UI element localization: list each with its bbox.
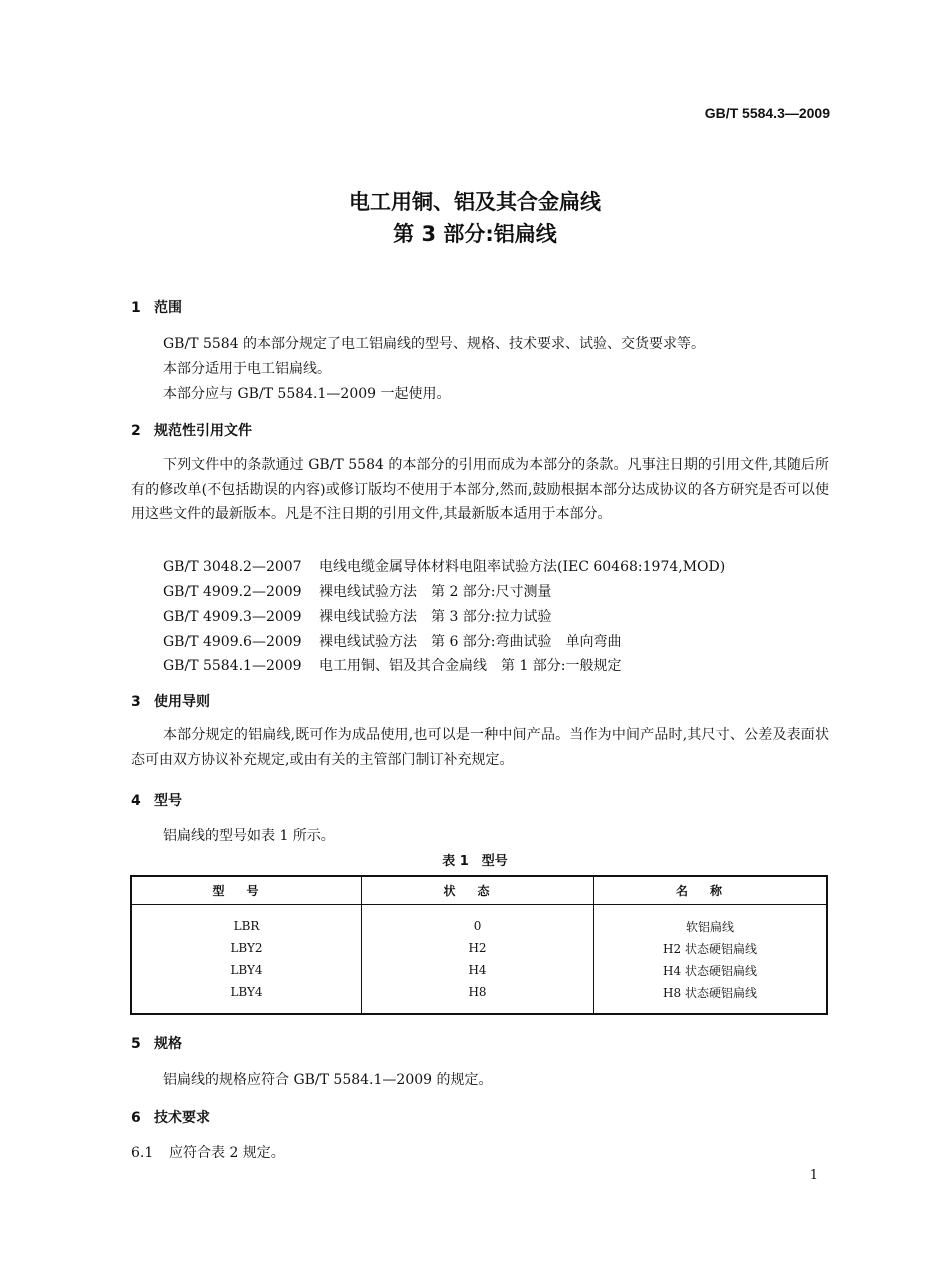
- section-number: 2: [131, 423, 141, 439]
- table-cell: H2 状态硬铝扁线: [594, 937, 828, 959]
- section-4-heading: [131, 790, 182, 810]
- section-title: 范围: [154, 300, 182, 316]
- table-header-cell: 型号: [131, 876, 362, 905]
- section-1-heading: [131, 297, 182, 317]
- reference-item: [163, 581, 552, 601]
- section-number: 3: [131, 694, 141, 710]
- reference-item: [163, 631, 622, 651]
- document-title: 电工用铜、铝及其合金扁线: [349, 190, 601, 214]
- section-number: 6: [131, 1110, 141, 1126]
- table-caption: 表 1 型号: [442, 854, 508, 869]
- section-number: 5: [131, 1036, 141, 1052]
- reference-code: GB/T 4909.6—2009: [163, 634, 302, 650]
- paragraph: 铝扁线的规格应符合 GB/T 5584.1—2009 的规定。: [163, 1072, 493, 1088]
- table-cell: H4: [362, 959, 594, 981]
- section-5-heading: [131, 1033, 182, 1053]
- reference-item: [163, 606, 552, 626]
- reference-title: 裸电线试验方法 第 3 部分:拉力试验: [319, 609, 552, 625]
- table-cell: H2: [362, 937, 594, 959]
- section-number: 1: [131, 300, 141, 316]
- standard-number: GB/T 5584.3—2009: [704, 105, 830, 121]
- clause-6-1: [131, 1142, 285, 1162]
- table-cell: LBY2: [131, 937, 362, 959]
- table-cell: 0: [362, 905, 594, 938]
- reference-item: [163, 556, 725, 576]
- table-row: [131, 905, 827, 938]
- table-header-cell: 状态: [362, 876, 594, 905]
- table-cell: LBR: [131, 905, 362, 938]
- section-title: 规格: [154, 1036, 182, 1052]
- table-cell: 软铝扁线: [594, 905, 828, 938]
- reference-title: 电线电缆金属导体材料电阻率试验方法(IEC 60468:1974,MOD): [319, 559, 726, 575]
- clause-number: 6.1: [131, 1145, 154, 1161]
- paragraph: 下列文件中的条款通过 GB/T 5584 的本部分的引用而成为本部分的条款。凡事注日期的引用文件,其随后所有的修改单(不包括勘误的内容)或修订版均不使用于本部分,然而,鼓励根据本部分达成协议的各方研究是否可以使用这些文件的最新版本。凡是不注日期的引用文件,其最新版本适用于本部分。: [131, 457, 829, 522]
- page-number: 1: [809, 1168, 818, 1183]
- section-title: 规范性引用文件: [154, 423, 252, 439]
- document-subtitle: 第 3 部分:铝扁线: [393, 222, 557, 246]
- table-cell: LBY4: [131, 981, 362, 1014]
- table-cell: H8: [362, 981, 594, 1014]
- paragraph: 本部分规定的铝扁线,既可作为成品使用,也可以是一种中间产品。当作为中间产品时,其尺寸、公差及表面状态可由双方协议补充规定,或由有关的主管部门制订补充规定。: [131, 727, 829, 768]
- table-header-cell: 名称: [594, 876, 828, 905]
- reference-code: GB/T 3048.2—2007: [163, 559, 302, 575]
- reference-title: 裸电线试验方法 第 6 部分:弯曲试验 单向弯曲: [319, 634, 622, 650]
- paragraph: 铝扁线的型号如表 1 所示。: [163, 828, 335, 844]
- reference-code: GB/T 4909.3—2009: [163, 609, 302, 625]
- section-2-heading: [131, 420, 252, 440]
- section-3-heading: [131, 691, 210, 711]
- reference-title: 裸电线试验方法 第 2 部分:尺寸测量: [319, 584, 552, 600]
- paragraph: GB/T 5584 的本部分规定了电工铝扁线的型号、规格、技术要求、试验、交货要求等。: [163, 336, 706, 352]
- reference-code: GB/T 4909.2—2009: [163, 584, 302, 600]
- table-cell: H4 状态硬铝扁线: [594, 959, 828, 981]
- table-row: [131, 959, 827, 981]
- table-header-row: [131, 876, 827, 905]
- table-row: [131, 981, 827, 1014]
- model-table: [130, 875, 828, 1015]
- paragraph: 本部分适用于电工铝扁线。: [163, 361, 331, 377]
- table-row: [131, 937, 827, 959]
- table-cell: LBY4: [131, 959, 362, 981]
- reference-code: GB/T 5584.1—2009: [163, 658, 302, 674]
- reference-item: [163, 655, 622, 675]
- clause-text: 应符合表 2 规定。: [169, 1145, 285, 1161]
- section-title: 使用导则: [154, 694, 210, 710]
- section-title: 型号: [154, 793, 182, 809]
- reference-title: 电工用铜、铝及其合金扁线 第 1 部分:一般规定: [319, 658, 622, 674]
- section-title: 技术要求: [154, 1110, 210, 1126]
- section-number: 4: [131, 793, 141, 809]
- table-cell: H8 状态硬铝扁线: [594, 981, 828, 1014]
- paragraph: 本部分应与 GB/T 5584.1—2009 一起使用。: [163, 386, 451, 402]
- section-6-heading: [131, 1107, 210, 1127]
